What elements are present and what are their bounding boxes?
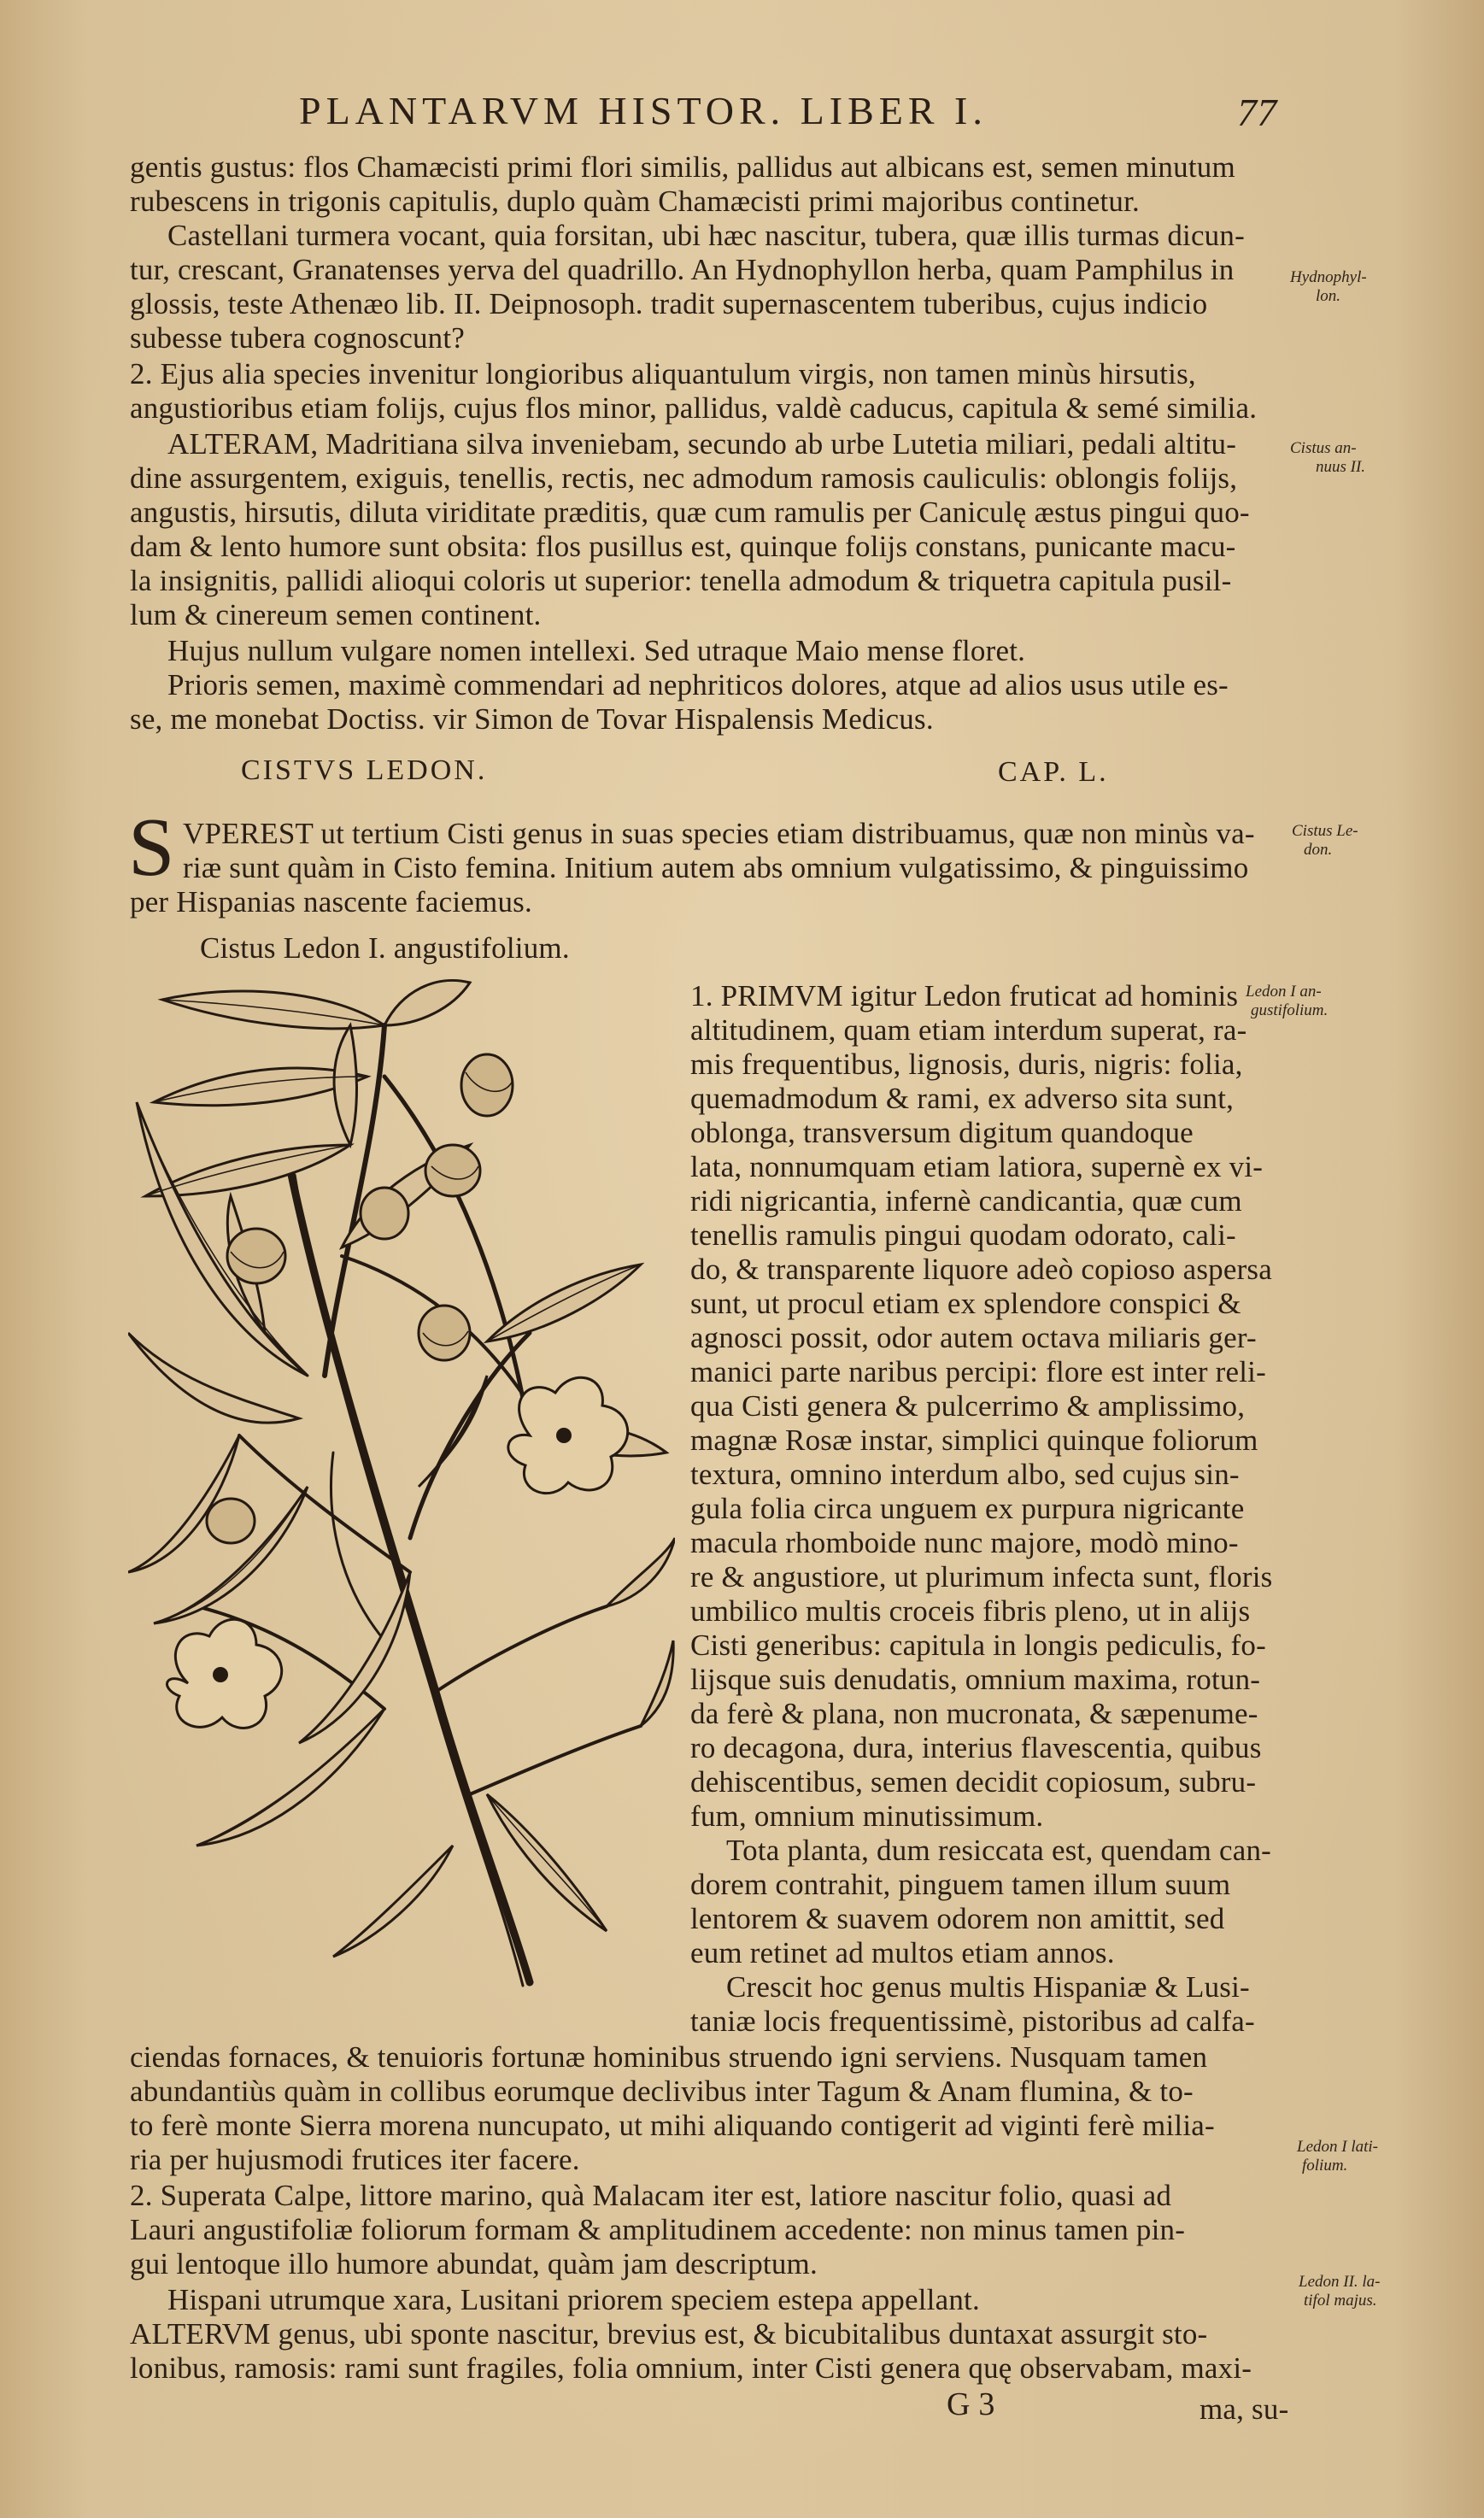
text-line: eum retinet ad multos etiam annos. [690, 1936, 1115, 1969]
text-line: 2. Ejus alia species invenitur longioribus aliquantulum virgis, non tamen minùs hirsutis, [130, 357, 1196, 390]
drop-cap: S [128, 801, 175, 894]
text-line: Castellani turmera vocant, quia forsitan, ubi hæc nascitur, tubera, quæ illis turmas dicun- [167, 219, 1245, 252]
text-line: dam & lento humore sunt obsita: flos pusillus est, quinque folijs constans, punicante macu- [130, 530, 1236, 563]
text-line: la insignitis, pallidi alioqui coloris ut superior: tenella admodum & triquetra capitula pusil- [130, 564, 1232, 597]
text-line: 2. Superata Calpe, littore marino, quà Malacam iter est, latiore nascitur folio, quasi ad [130, 2179, 1172, 2212]
text-line: Cisti generibus: capitula in longis pediculis, fo- [690, 1629, 1266, 1662]
text-line: lonibus, ramosis: rami sunt fragiles, folia omnium, inter Cisti genera quę observabam, maxi- [130, 2351, 1252, 2385]
text-line: glossis, teste Athenæo lib. II. Deipnosoph. tradit supernascentem tuberibus, cujus indicio [130, 287, 1208, 320]
text-line: da ferè & plana, non mucronata, & sæpenume- [690, 1697, 1258, 1730]
text-line: rubescens in trigonis capitulis, duplo quàm Chamæcisti primi majoribus continetur. [130, 185, 1140, 218]
text-line: Lauri angustifoliæ foliorum formam & amplitudinem accedente: non minus tamen pin- [130, 2213, 1186, 2246]
text-line: per Hispanias nascente faciemus. [130, 885, 532, 919]
text-line: dorem contrahit, pinguem tamen illum suum [690, 1868, 1231, 1901]
text-line: Tota planta, dum resiccata est, quendam can- [726, 1834, 1272, 1867]
text-line: lata, nonnumquam etiam latiora, supernè ex vi- [690, 1150, 1264, 1183]
page-number: 77 [1237, 91, 1277, 134]
text-line: mis frequentibus, lignosis, duris, nigris: folia, [690, 1048, 1243, 1081]
text-line: lum & cinereum semen continent. [130, 598, 542, 631]
chapter-number: CAP. L. [998, 756, 1109, 788]
figure-caption: Cistus Ledon I. angustifolium. [200, 931, 570, 965]
text-line: riæ sunt quàm in Cisto femina. Initium autem abs omnium vulgatissimo, & pinguissimo [183, 851, 1249, 884]
text-line: fum, omnium minutissimum. [690, 1799, 1044, 1833]
text-line: Hujus nullum vulgare nomen intellexi. Sed utraque Maio mense floret. [167, 634, 1026, 667]
running-header: PLANTARVM HISTOR. LIBER I. [299, 89, 988, 132]
text-line: qua Cisti genera & pulcerrimo & amplissimo, [690, 1389, 1246, 1423]
text-line: magnæ Rosæ instar, simplici quinque foliorum [690, 1423, 1258, 1457]
margin-note: Hydnophyl- lon. [1290, 268, 1367, 305]
text-line: ALTERAM, Madritiana silva inveniebam, secundo ab urbe Lutetia miliari, pedali altitu- [167, 427, 1237, 461]
text-line: tenellis ramulis pingui quodam odorato, cali- [690, 1218, 1236, 1252]
text-line: ciendas fornaces, & tenuioris fortunæ hominibus struendo igni serviens. Nusquam tamen [130, 2040, 1208, 2074]
text-line: gui lentoque illo humore abundat, quàm jam descriptum. [130, 2247, 818, 2280]
text-line: angustis, hirsutis, diluta viriditate præditis, quæ cum ramulis per Caniculę æstus pingui quo- [130, 496, 1250, 529]
text-line: abundantiùs quàm in collibus eorumque declivibus inter Tagum & Anam flumina, & to- [130, 2075, 1194, 2108]
text-line: ALTERVM genus, ubi sponte nascitur, brevius est, & bicubitalibus duntaxat assurgit sto- [130, 2317, 1208, 2351]
text-line: se, me monebat Doctiss. vir Simon de Tovar Hispalensis Medicus. [130, 702, 934, 736]
text-line: sunt, ut procul etiam ex splendore conspici & [690, 1287, 1241, 1320]
woodcut-illustration [128, 974, 675, 1991]
text-line: dine assurgentem, exiguis, tenellis, rectis, nec admodum ramosis cauliculis: oblongis folijs, [130, 461, 1238, 495]
text-line: lijsque suis denudatis, omnium maxima, rotun- [690, 1663, 1261, 1696]
margin-note: Cistus Le- don. [1292, 822, 1358, 859]
text-line: gula folia circa unguem ex purpura nigricante [690, 1492, 1245, 1525]
text-line: angustioribus etiam folijs, cujus flos minor, pallidus, valdè caducus, capitula & semé similia. [130, 391, 1258, 425]
text-line: altitudinem, quam etiam interdum superat, ra- [690, 1013, 1247, 1047]
catchword: ma, su- [1200, 2392, 1289, 2426]
text-line: subesse tubera cognoscunt? [130, 321, 466, 355]
text-line: to ferè monte Sierra morena nuncupato, ut mihi aliquando contigerit ad viginti ferè milia- [130, 2109, 1215, 2142]
margin-note: Cistus an- nuus II. [1290, 439, 1366, 476]
text-line: do, & transparente liquore adeò copioso aspersa [690, 1253, 1272, 1286]
text-line: textura, omnino interdum albo, sed cujus sin- [690, 1458, 1240, 1491]
text-line: 1. PRIMVM igitur Ledon fruticat ad hominis [690, 979, 1239, 1012]
text-line: manici parte naribus percipi: flore est inter reli- [690, 1355, 1266, 1388]
text-line: umbilico multis croceis fibris pleno, ut in alijs [690, 1594, 1251, 1628]
text-line: ro decagona, dura, interius flavescentia, quibus [690, 1731, 1262, 1764]
text-line: Crescit hoc genus multis Hispaniæ & Lusi- [726, 1970, 1250, 2004]
text-line: Prioris semen, maximè commendari ad nephriticos dolores, atque ad alios usus utile es- [167, 668, 1229, 701]
text-line: taniæ locis frequentissimè, pistoribus ad calfa- [690, 2004, 1255, 2038]
margin-note: Ledon I an- gustifolium. [1246, 983, 1329, 1019]
chapter-title: CISTVS LEDON. [241, 754, 488, 786]
text-line: oblonga, transversum digitum quandoque [690, 1116, 1194, 1149]
text-line: ridi nigricantia, infernè candicantia, quæ cum [690, 1184, 1242, 1218]
text-line: dehiscentibus, semen decidit copiosum, subru- [690, 1765, 1257, 1799]
margin-note: Ledon I lati- folium. [1297, 2138, 1378, 2175]
text-line: tur, crescant, Granatenses yerva del quadrillo. An Hydnophyllon herba, quam Pamphilus in [130, 253, 1235, 286]
text-line: re & angustiore, ut plurimum infecta sunt, floris [690, 1560, 1273, 1594]
text-line: agnosci possit, odor autem octava miliaris ger- [690, 1321, 1257, 1354]
text-line: gentis gustus: flos Chamæcisti primi flori similis, pallidus aut albicans est, semen minutum [130, 150, 1235, 184]
margin-note: Ledon II. la- tifol majus. [1299, 2273, 1381, 2310]
text-line: VPEREST ut tertium Cisti genus in suas species etiam distribuamus, quæ non minùs va- [183, 817, 1255, 850]
signature-mark: G 3 [947, 2386, 995, 2422]
text-line: Hispani utrumque xara, Lusitani priorem speciem estepa appellant. [167, 2283, 980, 2316]
text-line: quemadmodum & rami, ex adverso sita sunt, [690, 1082, 1235, 1115]
text-line: ria per hujusmodi frutices iter facere. [130, 2143, 580, 2176]
text-line: lentorem & suavem odorem non amittit, sed [690, 1902, 1225, 1935]
text-line: macula rhomboide nunc majore, modò mino- [690, 1526, 1239, 1559]
